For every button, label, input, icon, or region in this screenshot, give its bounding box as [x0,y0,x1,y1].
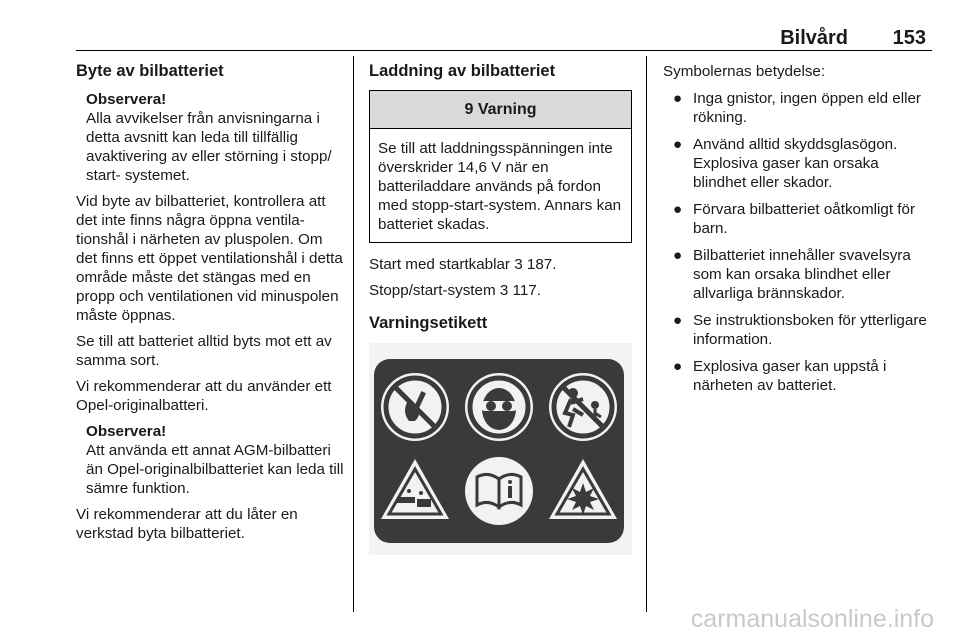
section-heading-battery-replacement: Byte av bilbatteriet [76,62,224,80]
bullet-icon: ● [673,201,683,218]
goggles-icon [465,373,533,441]
paragraph-ventilation: Vid byte av bilbatteriet, kontrollera att det inte finns några öppna ventilationshål i närheten av pluspolen. Om det finns ett öppet ventilationshål i detta område måste det stängas med en propp och ventilationen vid minuspolen måste öppnas. [76,193,343,324]
list-item: ● Bilbatteriet innehåller svavelsyra som kan orsaka blindhet eller allvarliga brännskador. [673,247,911,302]
warning-title: Varning [477,101,537,118]
arrow-icon: 3 [499,282,509,299]
bullet-icon: ● [673,358,683,375]
section-heading-warning-label: Varningsetikett [369,314,488,332]
paragraph-original-battery: Vi rekommenderar att du använder ett Opel-originalbatteri. [76,378,332,414]
list-item: ● Använd alltid skyddsglasögon. Explosiva gaser kan orsaka blindhet eller skador. [673,136,898,191]
bullet-icon: ● [673,312,683,329]
section-heading-charging: Laddning av bilbatteriet [369,62,556,80]
column-divider-1 [353,56,354,612]
note-title: Observera! [86,423,167,440]
no-fire-icon [381,373,449,441]
warning-box [369,90,632,243]
list-item: ● Förvara bilbatteriet oåtkomligt för barn. [673,201,915,237]
paragraph-workshop: Vi rekommenderar att du låter en verkstad byta bilbatteriet. [76,506,298,542]
note-text: Att använda ett annat AGM-bilbatteri än Opel-originalbilbatteriet kan leda till sämre funktion. [86,442,344,497]
watermark: carmanualsonline.info [690,605,934,633]
warning-label-image [369,343,632,560]
symbols-list [663,89,933,395]
warning-text: Se till att laddningsspänningen inte överskrider 14,6 V när en batteriladdare används på fordon med stopp-start-system. Annars kan batteriet skadas. [378,140,622,233]
bullet-icon: ● [673,90,683,107]
left-column [76,62,344,550]
list-item: ● Inga gnistor, ingen öppen eld eller rökning. [673,90,921,126]
note-1 [86,90,344,185]
bullet-icon: ● [673,247,683,264]
arrow-icon: 3 [514,256,523,273]
right-column [663,62,933,403]
list-item: ● Se instruktionsboken för ytterligare information. [673,312,927,348]
note-2 [86,422,344,498]
note-title: Observera! [86,91,167,108]
keep-children-away-icon [549,373,617,441]
paragraph-same-type: Se till att batteriet alltid byts mot ett av samma sort. [76,333,332,369]
warning-label-graphic [369,343,632,555]
xref-jump-start[interactable]: Start med startkablar 3 187. [369,256,557,273]
xref-stop-start[interactable]: Stopp/start-system 3 117. [369,282,541,299]
page-header [0,0,960,52]
note-text: Alla avvikelser från anvisningarna i detta avsnitt kan leda till tillfällig avaktivering av eller störning i stopp/ start- systemet. [86,110,332,184]
column-divider-2 [646,56,647,612]
symbols-intro: Symbolernas betydelse: [663,63,826,80]
warning-triangle-icon: 9 [464,101,474,118]
list-item: ● Explosiva gaser kan uppstå i närheten av batteriet. [673,358,887,394]
header-title: Bilvård [780,27,848,49]
bullet-icon: ● [673,136,683,153]
warning-header [370,91,631,129]
page-number: 153 [892,27,926,49]
header-rule [76,50,932,51]
middle-column [369,62,632,560]
manual-icon [465,457,533,525]
